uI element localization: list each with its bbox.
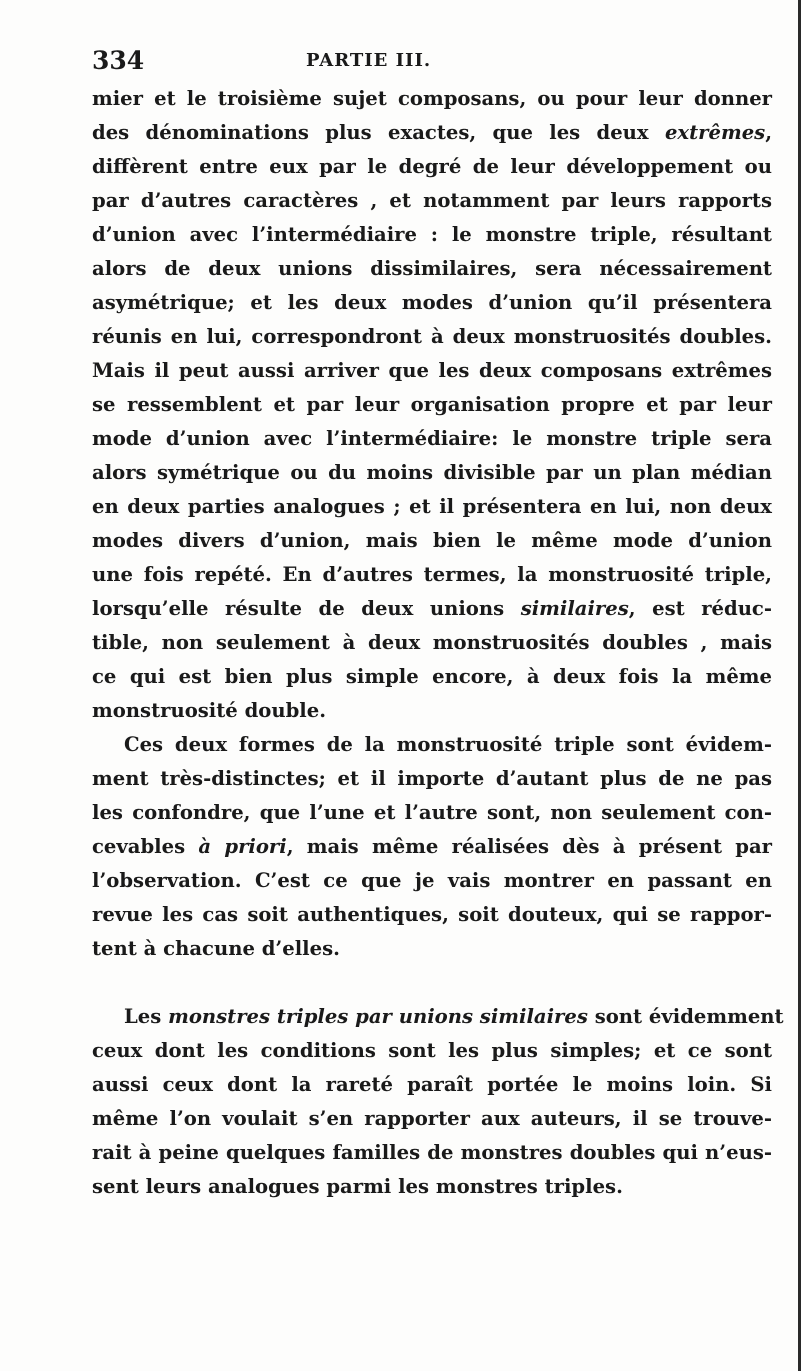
text-line: mier et le troisième sujet composans, ou pour leur donner: [92, 87, 772, 110]
text-line: ceux dont les conditions sont les plus simples; et ce sont: [92, 1039, 772, 1062]
text-line: asymétrique; et les deux modes d’union qu’il présentera: [92, 291, 772, 314]
text-line: en deux parties analogues ; et il présentera en lui, non deux: [92, 495, 772, 518]
italic-term: extrêmes: [664, 121, 766, 144]
paragraph-gap: [92, 966, 772, 1000]
text-line: ment très-distinctes; et il importe d’autant plus de ne pas: [92, 767, 772, 790]
text-line: alors symétrique ou du moins divisible par un plan médian: [92, 461, 772, 484]
text-line: réunis en lui, correspondront à deux monstruosités doubles.: [92, 325, 772, 348]
text-line: modes divers d’union, mais bien le même mode d’union: [92, 529, 772, 552]
text-line: Les monstres triples par unions similaires sont évidemment: [124, 1005, 784, 1028]
text-line: cevables à priori, mais même réalisées dès à présent par: [92, 835, 772, 858]
text-line: aussi ceux dont la rareté paraît portée le moins loin. Si: [92, 1073, 772, 1096]
text-line: Mais il peut aussi arriver que les deux composans extrêmes: [92, 359, 772, 382]
text-line: tible, non seulement à deux monstruosités doubles , mais: [92, 631, 772, 654]
text-line: rait à peine quelques familles de monstres doubles qui n’eus-: [92, 1141, 772, 1164]
text-line: diffèrent entre eux par le degré de leur développement ou: [92, 155, 772, 178]
text-line: tent à chacune d’elles.: [92, 937, 340, 960]
text-line: par d’autres caractères , et notamment par leurs rapports: [92, 189, 772, 212]
text-line: monstruosité double.: [92, 699, 327, 722]
italic-term: monstres triples par unions similaires: [168, 1005, 588, 1028]
text-line: se ressemblent et par leur organisation propre et par leur: [92, 393, 772, 416]
text-line: des dénominations plus exactes, que les deux extrêmes,: [92, 121, 773, 144]
italic-term: à priori: [198, 835, 287, 858]
text-line: l’observation. C’est ce que je vais montrer en passant en: [92, 869, 772, 892]
part-title: PARTIE III.: [306, 50, 432, 71]
text-line: lorsqu’elle résulte de deux unions similaires, est réduc-: [92, 597, 772, 620]
italic-term: similaires: [520, 597, 629, 620]
text-line: les confondre, que l’une et l’autre sont, non seulement con-: [92, 801, 772, 824]
text-line: même l’on voulait s’en rapporter aux auteurs, il se trouve-: [92, 1107, 772, 1130]
text-line: Ces deux formes de la monstruosité triple sont évidem-: [124, 733, 772, 756]
text-line: sent leurs analogues parmi les monstres triples.: [92, 1175, 623, 1198]
text-line: d’union avec l’intermédiaire : le monstre triple, résultant: [92, 223, 772, 246]
text-line: mode d’union avec l’intermédiaire: le monstre triple sera: [92, 427, 772, 450]
page-number: 334: [92, 46, 145, 75]
text-line: ce qui est bien plus simple encore, à deux fois la même: [92, 665, 772, 688]
text-line: revue les cas soit authentiques, soit douteux, qui se rappor-: [92, 903, 772, 926]
running-header: [92, 46, 772, 80]
body-text: [92, 82, 784, 1204]
text-line: alors de deux unions dissimilaires, sera nécessairement: [92, 257, 772, 280]
text-line: une fois repété. En d’autres termes, la monstruosité triple,: [92, 563, 772, 586]
